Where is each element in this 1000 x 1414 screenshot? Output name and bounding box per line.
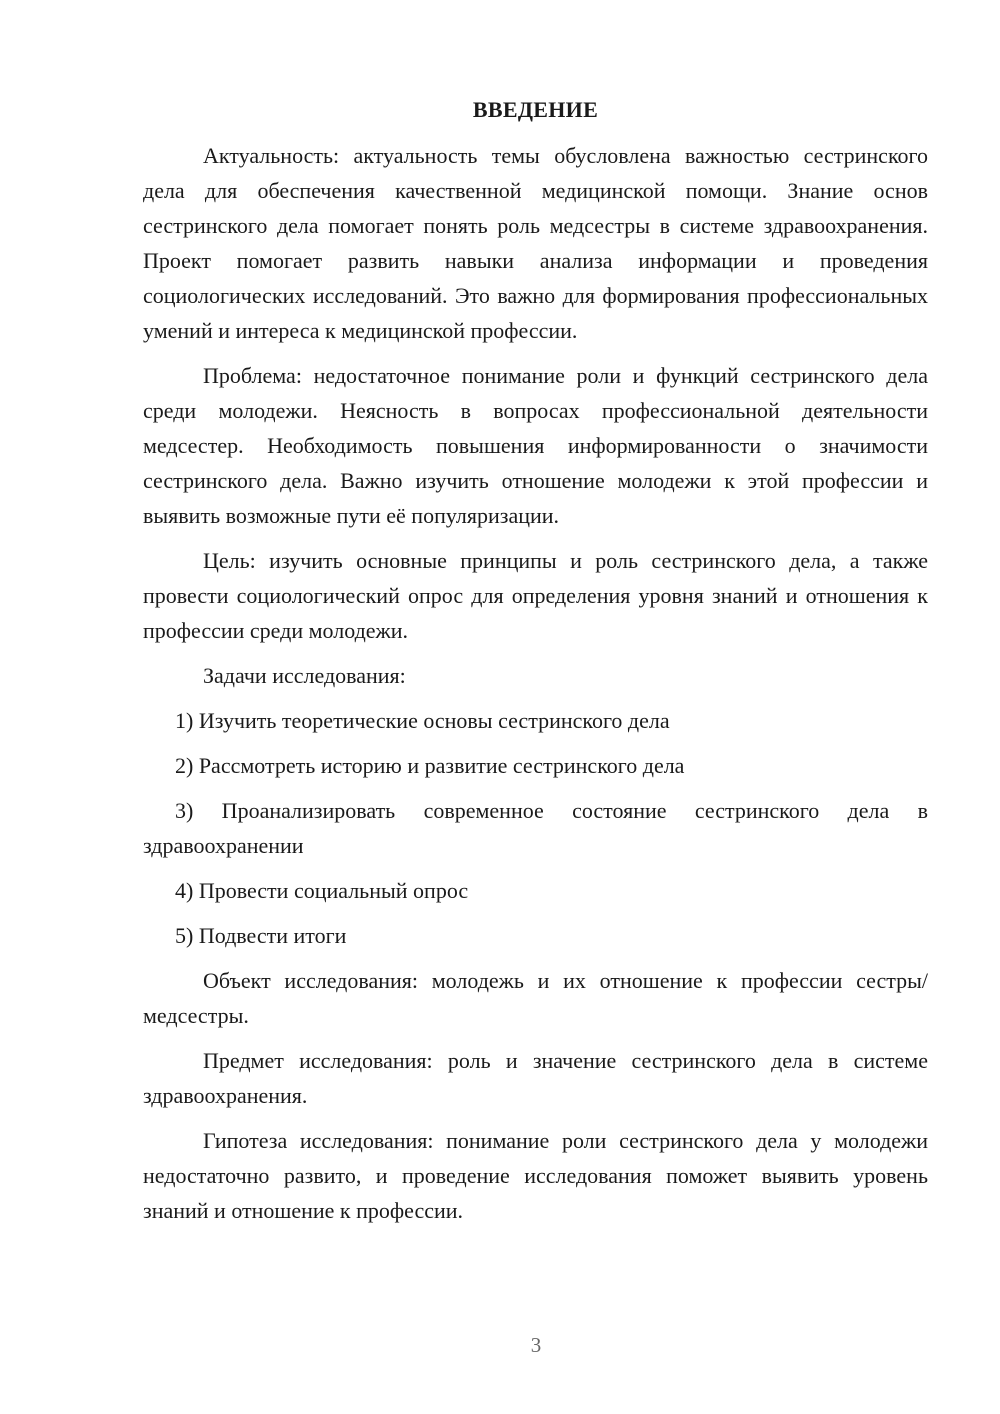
paragraph-problem: Проблема: недостаточное понимание роли и функций сестринского дела среди молодежи. Неясность в вопросах профессиональной деятельности медсестер. Необходимость повышения информированности о значимости сестринского дела. Важно изучить отношение молодежи к этой профессии и выявить возможные пути её популяризации. xyxy=(143,363,928,528)
paragraph-goal: Цель: изучить основные принципы и роль сестринского дела, а также провести социологический опрос для определения уровня знаний и отношения к профессии среди молодежи. xyxy=(143,548,928,643)
page-number: 3 xyxy=(530,1333,542,1357)
task-item: 5) Подвести итоги xyxy=(175,923,347,948)
task-item: 3) Проанализировать современное состояние сестринского дела в здравоохранении xyxy=(143,798,928,858)
paragraph-object: Объект исследования: молодежь и их отношение к профессии сестры/медсестры. xyxy=(143,968,928,1028)
paragraph-hypothesis: Гипотеза исследования: понимание роли сестринского дела у молодежи недостаточно развито, и проведение исследования поможет выявить уровень знаний и отношение к профессии. xyxy=(143,1128,928,1223)
task-item: 4) Провести социальный опрос xyxy=(175,878,469,903)
task-item: 1) Изучить теоретические основы сестринского дела xyxy=(175,708,670,733)
tasks-heading: Задачи исследования: xyxy=(203,663,406,688)
paragraph-subject: Предмет исследования: роль и значение сестринского дела в системе здравоохранения. xyxy=(143,1048,928,1108)
task-item: 2) Рассмотреть историю и развитие сестринского дела xyxy=(175,753,685,778)
paragraph-relevance: Актуальность: актуальность темы обусловлена важностью сестринского дела для обеспечения качественной медицинской помощи. Знание основ сестринского дела помогает понять роль медсестры в системе здравоохранения. Проект помогает развить навыки анализа информации и проведения социологических исследований. Это важно для формирования профессиональных умений и интереса к медицинской профессии. xyxy=(143,143,928,343)
page-content xyxy=(143,96,928,1238)
section-title: ВВЕДЕНИЕ xyxy=(472,97,599,122)
